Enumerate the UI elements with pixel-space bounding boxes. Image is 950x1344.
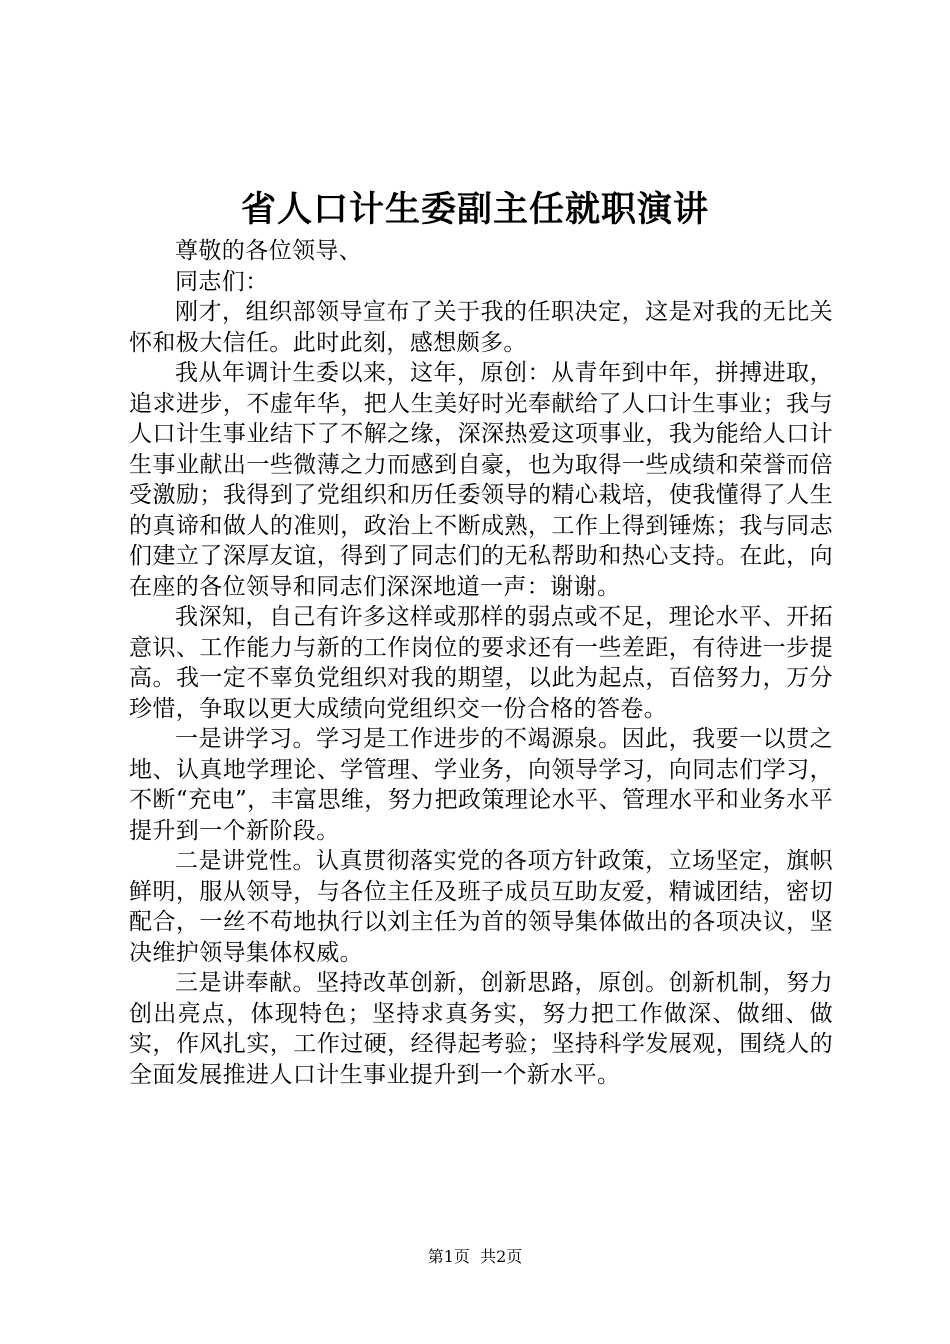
- body-paragraph: 一是讲学习。学习是工作进步的不竭源泉。因此，我要一以贯之地、认真地学理论、学管理、学业务，向领导学习，向同志们学习，不断“充电”，丰富思维，努力把政策理论水平、管理水平和业务水平提升到一个新阶段。: [129, 726, 833, 844]
- document-body: [129, 236, 833, 1090]
- body-paragraph: 三是讲奉献。坚持改革创新，创新思路，原创。创新机制，努力创出亮点，体现特色；坚持求真务实，努力把工作做深、做细、做实，作风扎实，工作过硬，经得起考验；坚持科学发展观，围绕人的全面发展推进人口计生事业提升到一个新水平。: [129, 970, 833, 1088]
- body-paragraph: 二是讲党性。认真贯彻落实党的各项方针政策，立场坚定，旗帜鲜明，服从领导，与各位主任及班子成员互助友爱，精诚团结，密切配合，一丝不苟地执行以刘主任为首的领导集体做出的各项决议，坚决维护领导集体权威。: [129, 848, 833, 966]
- body-paragraph: 我深知，自己有许多这样或那样的弱点或不足，理论水平、开拓意识、工作能力与新的工作岗位的要求还有一些差距，有待进一步提高。我一定不辜负党组织对我的期望，以此为起点，百倍努力，万分珍惜，争取以更大成绩向党组织交一份合格的答卷。: [129, 604, 833, 722]
- greeting-line: 同志们：: [175, 268, 269, 295]
- page-number-footer: 第1页 共2页: [427, 1247, 523, 1266]
- body-paragraph: 我从年调计生委以来，这年，原创：从青年到中年，拼搏进取，追求进步，不虚年华，把人生美好时光奉献给了人口计生事业；我与人口计生事业结下了不解之缘，深深热爱这项事业，我为能给人口计生事业献出一些微薄之力而感到自豪，也为取得一些成绩和荣誉而倍受激励；我得到了党组织和历任委领导的精心栽培，使我懂得了人生的真谛和做人的准则，政治上不断成熟，工作上得到锤炼；我与同志们建立了深厚友谊，得到了同志们的无私帮助和热心支持。在此，向在座的各位领导和同志们深深地道一声：谢谢。: [129, 360, 833, 600]
- body-paragraph: 刚才，组织部领导宣布了关于我的任职决定，这是对我的无比关怀和极大信任。此时此刻，感想颇多。: [129, 299, 833, 356]
- page-title: 省人口计生委副主任就职演讲: [240, 189, 709, 230]
- greeting-line: 尊敬的各位领导、: [175, 238, 363, 264]
